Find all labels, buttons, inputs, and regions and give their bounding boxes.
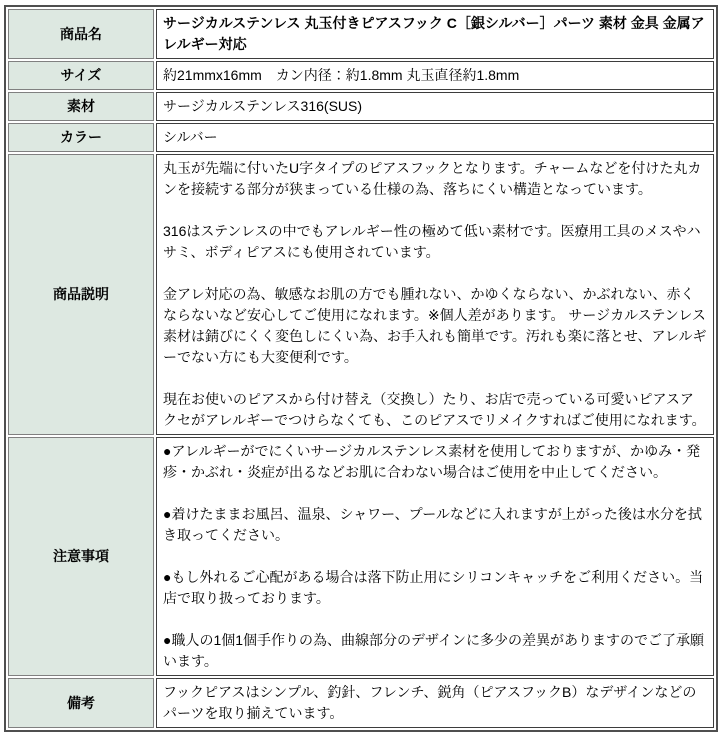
row-value-product-name: サージカルステンレス 丸玉付きピアスフック C［銀シルバー］パーツ 素材 金具 金属アレルギー対応 xyxy=(156,9,714,59)
table-row-size xyxy=(8,61,714,90)
table-row-color xyxy=(8,123,714,152)
row-value-color: シルバー xyxy=(156,123,714,152)
row-label-color: カラー xyxy=(8,123,154,152)
row-value-description xyxy=(156,154,714,435)
description-paragraph: 現在お使いのピアスから付け替え（交換し）たり、お店で売っている可愛いピアスアクセがアレルギーでつけらなくても、このピアスでリメイクすればご使用になれます。 xyxy=(163,391,706,428)
precaution-item: ●アレルギーがでにくいサージカルステンレス素材を使用しておりますが、かゆみ・発疹・かぶれ・炎症が出るなどお肌に合わない場合はご使用を中止してください。 xyxy=(163,443,701,480)
description-paragraph: 金アレ対応の為、敏感なお肌の方でも腫れない、かゆくならない、かぶれない、赤くならないなど安心してご使用になれます。※個人差があります。 サージカルステンレス素材は錆びにくく変色しにくい為、お手入れも簡単です。汚れも楽に落とせ、アレルギーでない方にも大変便利です。 xyxy=(163,286,707,365)
row-value-remarks: フックピアスはシンプル、釣針、フレンチ、鋭角（ピアスフックB）なデザインなどのパーツを取り揃えています。 xyxy=(156,678,714,728)
row-label-size: サイズ xyxy=(8,61,154,90)
row-label-description: 商品説明 xyxy=(8,154,154,435)
precaution-item: ●職人の1個1個手作りの為、曲線部分のデザインに多少の差異がありますのでご了承願います。 xyxy=(163,632,705,669)
table-row-description xyxy=(8,154,714,435)
row-value-size: 約21mmx16mm カン内径：約1.8mm 丸玉直径約1.8mm xyxy=(156,61,714,90)
precaution-item: ●もし外れるご心配がある場合は落下防止用にシリコンキャッチをご利用ください。当店で取り扱っております。 xyxy=(163,569,704,606)
description-paragraph: 丸玉が先端に付いたU字タイプのピアスフックとなります。チャームなどを付けた丸カンを接続する部分が狭まっている仕様の為、落ちにくい構造となっています。 xyxy=(163,160,702,197)
row-label-material: 素材 xyxy=(8,92,154,121)
row-label-precautions: 注意事項 xyxy=(8,437,154,676)
precaution-item: ●着けたままお風呂、温泉、シャワー、プールなどに入れますが上がった後は水分を拭き取ってください。 xyxy=(163,506,702,543)
row-value-precautions xyxy=(156,437,714,676)
row-value-material: サージカルステンレス316(SUS) xyxy=(156,92,714,121)
product-spec-table xyxy=(4,5,718,732)
description-paragraph: 316はステンレスの中でもアレルギー性の極めて低い素材です。医療用工具のメスやハサミ、ボディピアスにも使用されています。 xyxy=(163,223,701,260)
row-label-remarks: 備考 xyxy=(8,678,154,728)
table-row-product-name xyxy=(8,9,714,59)
table-row-precautions xyxy=(8,437,714,676)
table-row-material xyxy=(8,92,714,121)
row-label-product-name: 商品名 xyxy=(8,9,154,59)
table-row-remarks xyxy=(8,678,714,728)
